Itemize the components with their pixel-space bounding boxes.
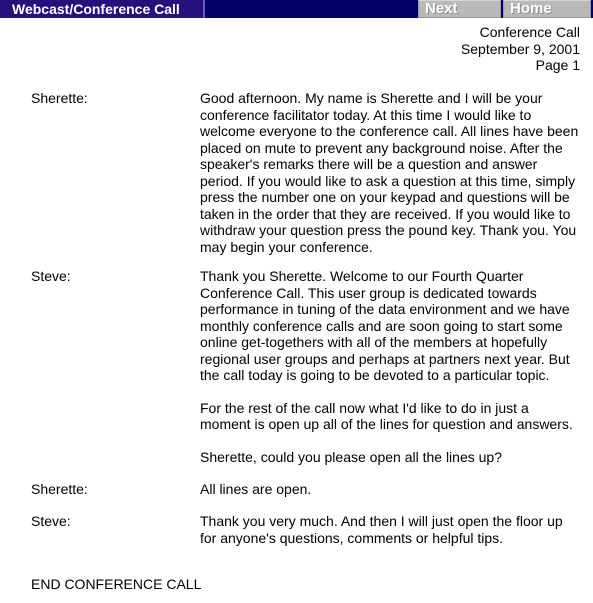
speech-text: [200, 90, 580, 255]
top-navigation-bar: [0, 0, 593, 18]
speech-paragraph: All lines are open.: [200, 481, 312, 497]
home-button[interactable]: [503, 0, 591, 18]
speech-paragraph: Thank you very much. And then I will just open the floor up for anyone's questions, comments or helpful tips.: [200, 513, 563, 546]
speech-paragraph: Sherette, could you please open all the lines up?: [200, 448, 502, 465]
speech-paragraph: Good afternoon. My name is Sherette and I will be your conference facilitator today. At this time I would like to welcome everyone to the conference call. All lines have been placed on mute to prevent any background noise. After the speaker's remarks there will be a question and answer period. If you would like to ask a question at this time, simply press the number one on your keypad and questions will be taken in the order that they are received. If you would like to withdraw your question press the pound key. Thank you. You may begin your conference.: [200, 90, 579, 255]
next-button-label: Next: [425, 0, 458, 17]
title-banner: [0, 0, 205, 18]
app-title: Webcast/Conference Call: [12, 1, 180, 17]
page-number: Page 1: [535, 57, 580, 73]
next-button[interactable]: [418, 0, 501, 18]
speaker-name: Steve:: [31, 268, 71, 284]
speaker-name: Sherette:: [31, 90, 88, 106]
home-button-label: Home: [510, 0, 552, 17]
speech-text: [200, 513, 580, 546]
end-of-call-text: END CONFERENCE CALL: [31, 576, 202, 592]
speaker-name: Sherette:: [31, 481, 88, 497]
speaker-name: Steve:: [31, 513, 71, 529]
document-header: [461, 24, 580, 74]
speech-text: [200, 481, 580, 498]
document-date: September 9, 2001: [460, 40, 580, 57]
speech-paragraph: For the rest of the call now what I'd like to do in just a moment is open up all of the lines for question and answers.: [200, 399, 573, 432]
speech-text: [200, 268, 580, 465]
speech-paragraph: Thank you Sherette. Welcome to our Fourth Quarter Conference Call. This user group is dedicated towards performance in tuning of the data environment and we have monthly conference calls and are soon going to start some online get-togethers with all of the members at hopefully regional user groups and perhaps at partners next year. But the call today is going to be devoted to a particular topic.: [200, 268, 570, 383]
document-type: Conference Call: [479, 24, 580, 40]
